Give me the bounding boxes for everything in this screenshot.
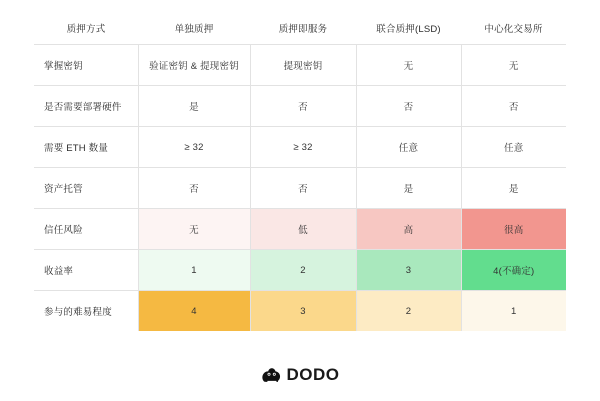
table-cell: 无 (461, 45, 566, 86)
table-row (34, 250, 566, 291)
table-cell: 验证密钥 & 提现密钥 (138, 45, 250, 86)
row-label: 需要 ETH 数量 (34, 127, 138, 168)
table-row (34, 168, 566, 209)
footer-branding (0, 365, 600, 385)
row-label: 掌握密钥 (34, 45, 138, 86)
row-label: 参与的难易程度 (34, 291, 138, 332)
column-header-0: 质押方式 (34, 12, 138, 45)
table-row (34, 86, 566, 127)
table-cell: 高 (356, 209, 461, 250)
brand-wordmark: DODO (286, 365, 340, 384)
table-row (34, 127, 566, 168)
table-row (34, 45, 566, 86)
row-label: 是否需要部署硬件 (34, 86, 138, 127)
table-cell: 4(不确定) (461, 250, 566, 291)
table-row (34, 291, 566, 332)
table-cell: 3 (250, 291, 356, 332)
table-cell: 无 (138, 209, 250, 250)
table-cell: 是 (138, 86, 250, 127)
table-body (34, 45, 566, 332)
table-cell: 4 (138, 291, 250, 332)
table-row (34, 209, 566, 250)
table-cell: 很高 (461, 209, 566, 250)
comparison-table (34, 12, 566, 331)
column-header-3: 联合质押(LSD) (356, 12, 461, 45)
table-cell: 是 (356, 168, 461, 209)
table-cell: 低 (250, 209, 356, 250)
table-cell: 1 (461, 291, 566, 332)
table-cell: 任意 (461, 127, 566, 168)
dodo-bird-icon (261, 367, 282, 384)
table-cell: 是 (461, 168, 566, 209)
table-cell: 提现密钥 (250, 45, 356, 86)
column-header-2: 质押即服务 (250, 12, 356, 45)
row-label: 信任风险 (34, 209, 138, 250)
table-header-row (34, 12, 566, 45)
table-cell: ≥ 32 (250, 127, 356, 168)
column-header-4: 中心化交易所 (461, 12, 566, 45)
table-cell: 否 (250, 86, 356, 127)
row-label: 资产托管 (34, 168, 138, 209)
table-cell: 否 (356, 86, 461, 127)
table-cell: 否 (461, 86, 566, 127)
table-cell: ≥ 32 (138, 127, 250, 168)
table-cell: 2 (250, 250, 356, 291)
table-cell: 无 (356, 45, 461, 86)
table-cell: 否 (250, 168, 356, 209)
row-label: 收益率 (34, 250, 138, 291)
table-cell: 2 (356, 291, 461, 332)
table-cell: 否 (138, 168, 250, 209)
table-header (34, 12, 566, 45)
column-header-1: 单独质押 (138, 12, 250, 45)
table-cell: 任意 (356, 127, 461, 168)
table-cell: 1 (138, 250, 250, 291)
table-cell: 3 (356, 250, 461, 291)
